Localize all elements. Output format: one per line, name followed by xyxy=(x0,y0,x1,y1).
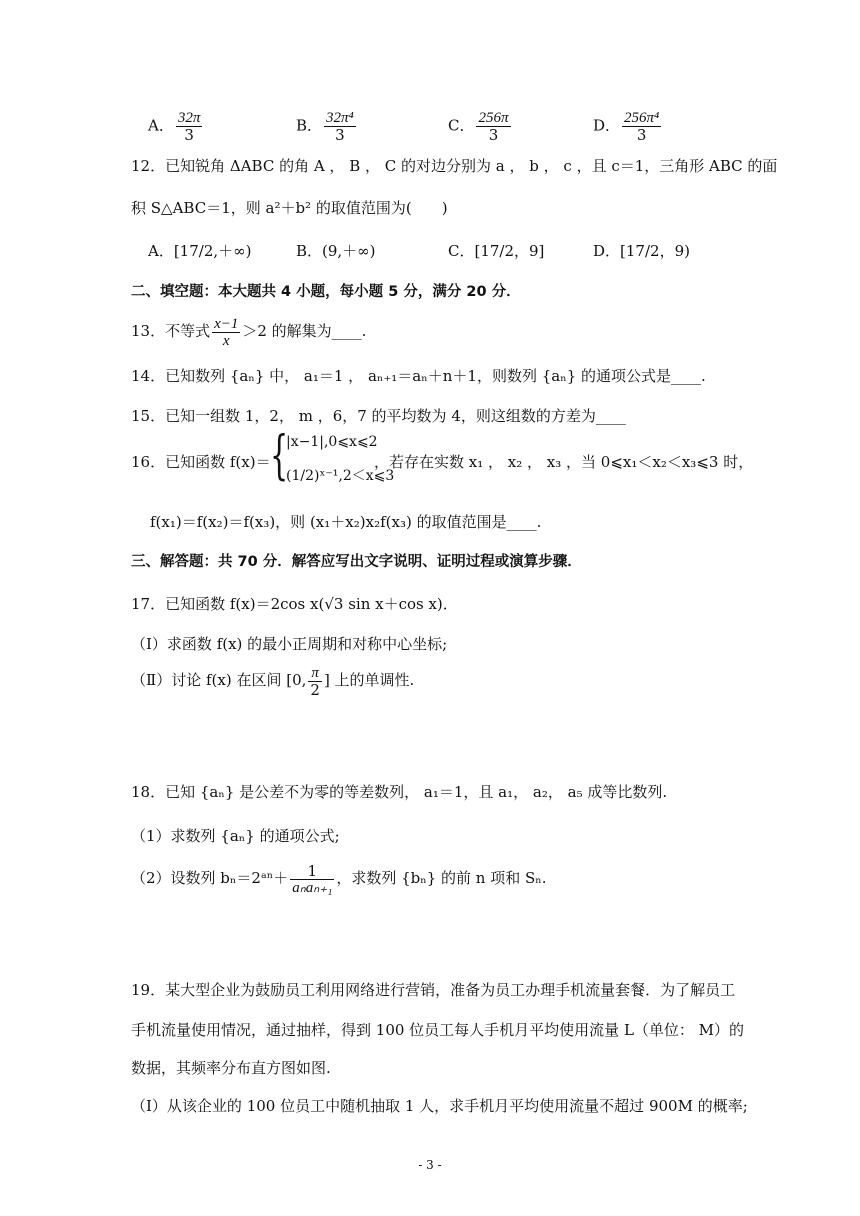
q11-option-c: C． $\frac{256\pi}{3}$ xyxy=(448,110,509,144)
section-solution-heading: 三、解答题：共 70 分．解答应写出文字说明、证明过程或演算步骤． xyxy=(131,554,582,570)
q19-line2: 手机流量使用情况，通过抽样，得到 100 位员工每人手机月平均使用流量 L（单位： M）的 xyxy=(131,1021,745,1039)
page-number: - 3 - xyxy=(418,1158,442,1172)
q14: 14．已知数列 {aₙ} 中， a₁＝1 ， aₙ₊₁＝aₙ＋n＋1，则数列 {aₙ} 的通项公式是____. xyxy=(131,367,706,385)
q18-part2: （2）设数列 bₙ＝2ᵃⁿ＋ $\frac{1}{\text{aₙaₙ₊₁}}$ ，求数列 {bₙ} 的前 n 项和 Sₙ. xyxy=(131,861,547,896)
q19-line4: （Ⅰ）从该企业的 100 位员工中随机抽取 1 人，求手机月平均使用流量不超过 900M 的概率; xyxy=(131,1097,748,1115)
q18-part1: （1）求数列 {aₙ} 的通项公式; xyxy=(131,827,340,845)
q12-option-a: A．[17/2,＋∞) xyxy=(148,242,252,260)
q12-stem-line2: 积 S△ABC＝1，则 a²＋b² 的取值范围为( ) xyxy=(131,199,448,217)
q11-option-b: B． $\frac{\text{32π⁴}}{3}$ xyxy=(296,110,354,144)
q17-part1: （Ⅰ）求函数 f(x) 的最小正周期和对称中心坐标; xyxy=(131,635,448,653)
q16-question: f(x₁)＝f(x₂)＝f(x₃)，则 (x₁＋x₂)x₂f(x₃) 的取值范围是____. xyxy=(150,513,542,531)
q13: 13．不等式 $\frac{x-1}{x}$ ＞2 的解集为____. xyxy=(131,315,367,349)
q15: 15．已知一组数 1，2， m ，6，7 的平均数为 4，则这组数的方差为____ xyxy=(131,407,626,425)
q18-stem: 18．已知 {aₙ} 是公差不为零的等差数列， a₁＝1，且 a₁， a₂， a₅ 成等比数列. xyxy=(131,783,668,801)
q12-stem-line1: 12．已知锐角 ΔABC 的角 A ， B ， C 的对边分别为 a ， b ， c ，且 c＝1，三角形 ABC 的面 xyxy=(131,157,778,175)
q12-option-b: B．(9,＋∞) xyxy=(296,242,376,260)
q17-part2: （Ⅱ）讨论 f(x) 在区间 [0, $\frac{\pi}{2}$ ] 上的单调性. xyxy=(131,664,415,699)
q16-case1: |x−1|,0⩽x⩽2 xyxy=(286,434,378,450)
q12-option-c: C．[17/2，9] xyxy=(448,242,545,260)
q17-stem: 17．已知函数 f(x)＝2cos x(√3 sin x＋cos x)． xyxy=(131,595,458,613)
q16-piecewise-brace: { xyxy=(270,426,289,486)
q12-option-d: D．[17/2，9) xyxy=(593,242,690,260)
q19-line3: 数据，其频率分布直方图如图. xyxy=(131,1059,331,1077)
q16-case2: (1/2)ˣ⁻¹,2＜x⩽3 xyxy=(286,468,395,484)
q19-line1: 19．某大型企业为鼓励员工利用网络进行营销，准备为员工办理手机流量套餐．为了解员工 xyxy=(131,981,736,999)
section-fill-in-heading: 二、填空题：本大题共 4 小题，每小题 5 分，满分 20 分． xyxy=(131,284,521,300)
q16-condition: ，若存在实数 x₁ ， x₂ ， x₃ ，当 0⩽x₁＜x₂＜x₃⩽3 时， xyxy=(374,453,754,471)
q16-prefix: 16．已知函数 f(x)＝ xyxy=(131,453,271,471)
q11-option-d: D． $\frac{\text{256π⁴}}{3}$ xyxy=(593,110,660,144)
q11-option-a: A． $\frac{32\pi}{3}$ xyxy=(148,110,201,144)
